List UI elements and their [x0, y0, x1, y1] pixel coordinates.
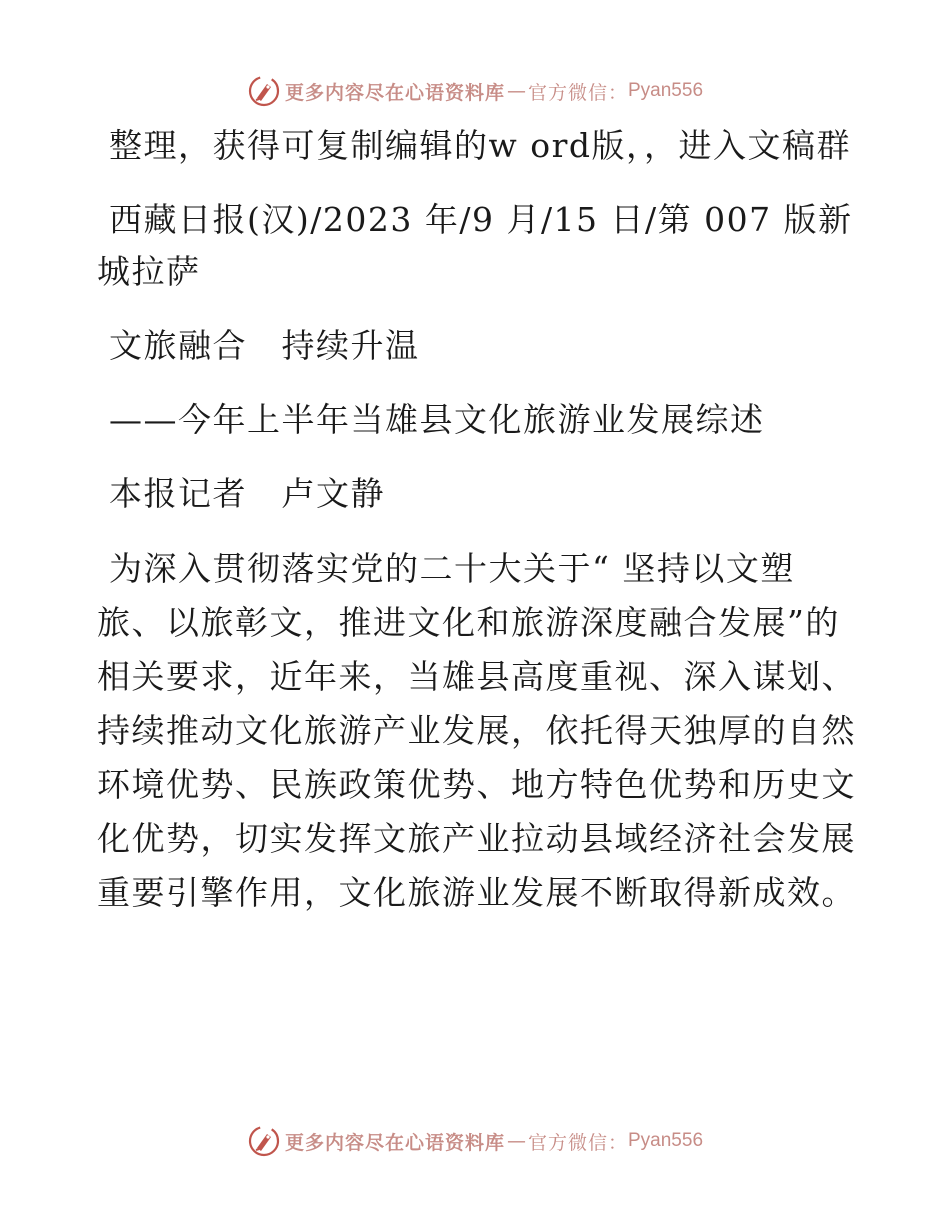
byline: 本报记者 卢文静 — [109, 474, 385, 513]
document-body — [97, 120, 857, 942]
body-paragraph: 为深入贯彻落实党的二十大关于“ 坚持以文塑旅、以旅彰文，推进文化和旅游深度融合发展”的相关要求，近年来，当雄县高度重视、深入谋划、持续推动文化旅游产业发展，依托得天独厚的自然环境优势、民族政策优势、地方特色优势和历史文化优势，切实发挥文旅产业拉动县域经济社会发展重要引擎作用，文化旅游业发展不断取得新成效。 — [97, 549, 856, 912]
banner-dash: — — [506, 1130, 526, 1152]
banner-account-id: Pyan556 — [628, 1130, 704, 1151]
header-watermark-banner — [0, 71, 950, 111]
subheadline: ——今年上半年当雄县文化旅游业发展综述 — [109, 400, 765, 439]
pen-nib-logo-icon — [247, 1124, 281, 1158]
banner-dash: — — [506, 80, 526, 102]
pen-nib-logo-icon — [247, 74, 281, 108]
banner-account-id: Pyan556 — [628, 80, 704, 101]
footer-watermark-banner — [0, 1121, 950, 1161]
intro-line: 整理，获得可复制编辑的w ord版，，进入文稿群 — [109, 126, 852, 165]
banner-official-label: 官方微信： — [527, 1131, 628, 1154]
banner-brand-text: 更多内容尽在心语资料库 — [284, 1131, 505, 1154]
source-line: 西藏日报(汉)/2023 年/9 月/15 日/第 007 版新城拉萨 — [97, 200, 853, 291]
headline: 文旅融合 持续升温 — [109, 326, 420, 365]
banner-official-label: 官方微信： — [527, 81, 628, 104]
banner-brand-text: 更多内容尽在心语资料库 — [284, 81, 505, 104]
